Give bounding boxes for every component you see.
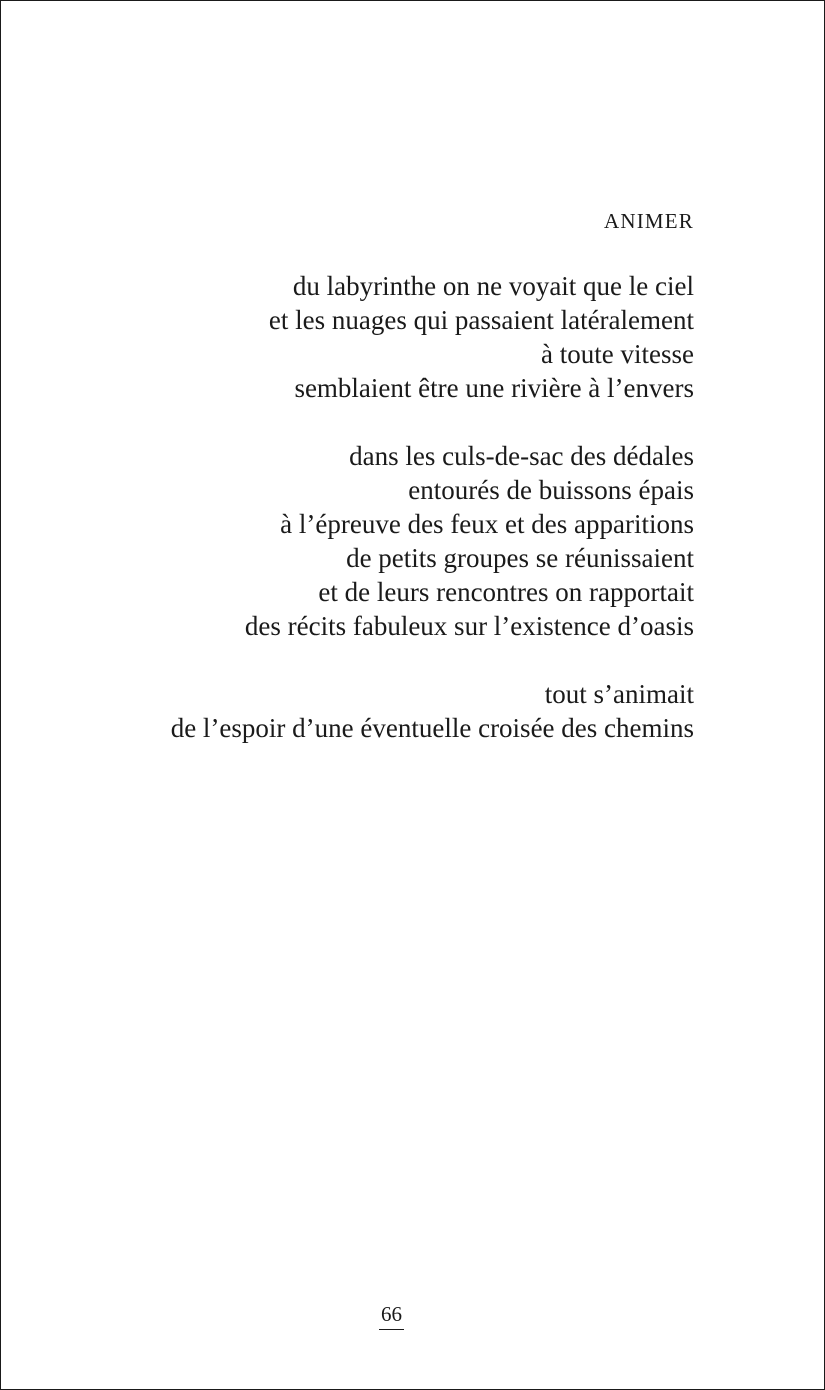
poem-title: ANIMER	[603, 209, 694, 233]
poem-line: des récits fabuleux sur l’existence d’oasis	[244, 611, 694, 641]
page-number-underline	[379, 1329, 404, 1330]
stanza-3	[171, 677, 694, 745]
poem-line: dans les culs-de-sac des dédales	[349, 441, 694, 471]
stanza-1	[171, 269, 694, 405]
poem-line: et de leurs rencontres on rapportait	[318, 577, 694, 607]
poem-line: de l’espoir d’une éventuelle croisée des chemins	[170, 713, 694, 743]
poem-line: tout s’animait	[544, 679, 694, 709]
page-number: 66	[381, 1302, 402, 1326]
poem-line: à l’épreuve des feux et des apparitions	[280, 509, 694, 539]
poem-line: entourés de buissons épais	[408, 475, 694, 505]
poem-line: du labyrinthe on ne voyait que le ciel	[292, 271, 694, 301]
poem-line: à toute vitesse	[541, 339, 694, 369]
poem-line: et les nuages qui passaient latéralement	[268, 305, 694, 335]
stanza-2	[171, 439, 694, 643]
poem-body	[171, 269, 694, 745]
poem-line: de petits groupes se réunissaient	[346, 543, 694, 573]
poem-line: semblaient être une rivière à l’envers	[294, 373, 694, 403]
